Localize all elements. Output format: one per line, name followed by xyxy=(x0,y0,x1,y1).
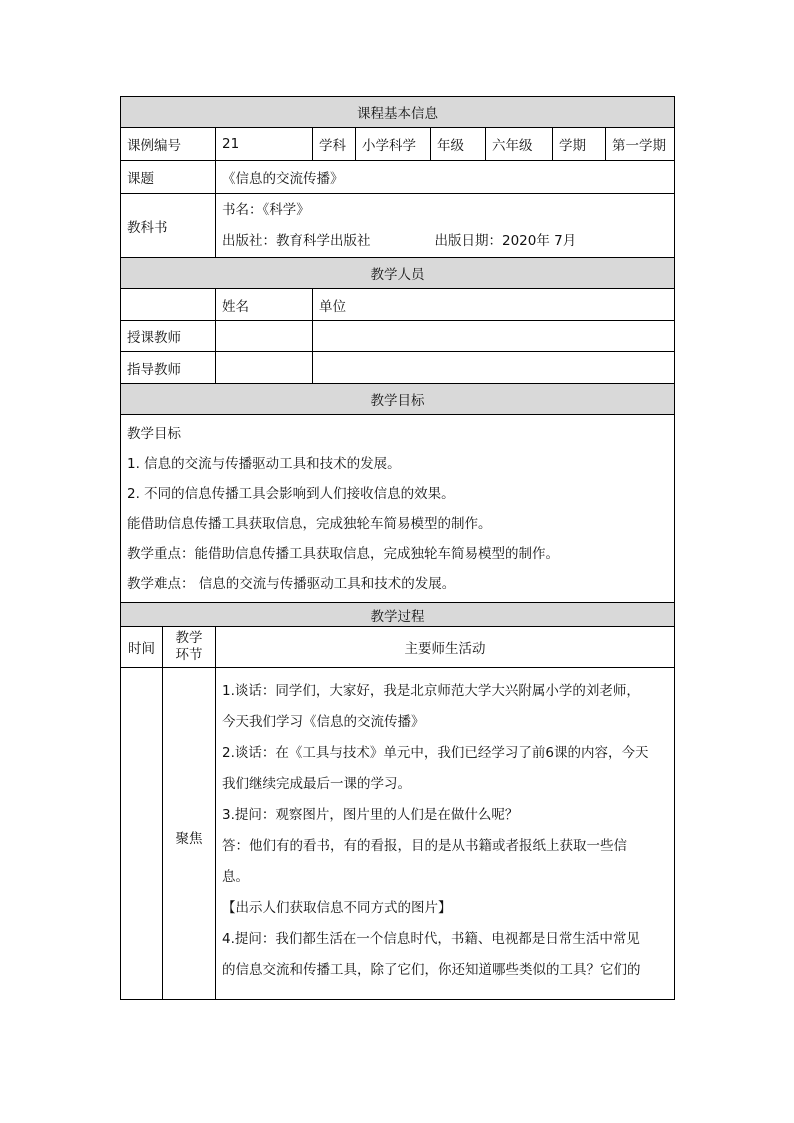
time-column-header: 时间 xyxy=(121,627,163,668)
term-label: 学期 xyxy=(553,128,606,161)
term-value: 第一学期 xyxy=(606,128,675,161)
activity-line: 1.谈话：同学们，大家好，我是北京师范大学大兴附属小学的刘老师， xyxy=(222,683,640,699)
stage-column-header xyxy=(163,627,216,668)
objectives-line: 教学重点：能借助信息传播工具获取信息，完成独轮车简易模型的制作。 xyxy=(127,545,559,562)
topic-value: 《信息的交流传播》 xyxy=(216,161,675,194)
mentor-unit-cell xyxy=(313,352,675,384)
publisher-line xyxy=(222,226,668,257)
process-header: 教学过程 xyxy=(121,603,675,627)
subject-label: 学科 xyxy=(313,128,356,161)
activity-line: 答：他们有的看书，有的看报，目的是从书籍或者报纸上获取一些信 xyxy=(222,838,627,854)
publisher: 出版社：教育科学出版社 xyxy=(222,232,371,249)
textbook-name: 书名：《科学》 xyxy=(222,201,310,218)
activity-content xyxy=(216,668,675,1000)
teacher-name-cell xyxy=(216,321,313,352)
teacher-label: 授课教师 xyxy=(121,321,216,352)
activity-column-header: 主要师生活动 xyxy=(216,627,675,668)
stage-header-line-1: 教学 xyxy=(175,630,203,646)
staff-header: 教学人员 xyxy=(121,258,675,289)
grade-label: 年级 xyxy=(431,128,486,161)
course-no-value: 21 xyxy=(216,128,313,161)
objectives-line: 能借助信息传播工具获取信息，完成独轮车简易模型的制作。 xyxy=(127,515,492,532)
course-no-label: 课例编号 xyxy=(121,128,216,161)
activity-line: 2.谈话：在《工具与技术》单元中，我们已经学习了前6课的内容，今天 xyxy=(222,745,649,761)
objectives-line: 1. 信息的交流与传播驱动工具和技术的发展。 xyxy=(127,455,401,472)
time-cell xyxy=(121,668,163,1000)
teacher-unit-cell xyxy=(313,321,675,352)
objectives-header: 教学目标 xyxy=(121,384,675,415)
topic-label: 课题 xyxy=(121,161,216,194)
objectives-line: 教学目标 xyxy=(127,425,181,442)
publication-date: 出版日期：2020年 7月 xyxy=(434,232,577,249)
activity-line: 【出示人们获取信息不同方式的图片】 xyxy=(222,900,452,916)
activity-line: 4.提问：我们都生活在一个信息时代，书籍、电视都是日常生活中常见 xyxy=(222,931,640,947)
objectives-line: 2. 不同的信息传播工具会影响到人们接收信息的效果。 xyxy=(127,485,455,502)
activity-line: 3.提问：观察图片，图片里的人们是在做什么呢？ xyxy=(222,807,519,823)
activity-line: 我们继续完成最后一课的学习。 xyxy=(222,776,411,792)
grade-value: 六年级 xyxy=(486,128,553,161)
mentor-name-cell xyxy=(216,352,313,384)
textbook-info xyxy=(216,194,675,258)
lesson-plan-table xyxy=(120,96,675,1000)
name-column-header: 姓名 xyxy=(216,289,313,321)
stage-name: 聚焦 xyxy=(163,668,216,1000)
unit-column-header: 单位 xyxy=(313,289,675,321)
basic-info-header: 课程基本信息 xyxy=(121,97,675,128)
mentor-label: 指导教师 xyxy=(121,352,216,384)
staff-blank-cell xyxy=(121,289,216,321)
activity-line: 息。 xyxy=(222,869,249,885)
textbook-label: 教科书 xyxy=(121,194,216,258)
objectives-line: 教学难点： 信息的交流与传播驱动工具和技术的发展。 xyxy=(127,575,456,592)
activity-line: 的信息交流和传播工具，除了它们，你还知道哪些类似的工具？它们的 xyxy=(222,962,641,978)
activity-line: 今天我们学习《信息的交流传播》 xyxy=(222,714,425,730)
stage-header-line-2: 环节 xyxy=(175,647,203,663)
objectives-content xyxy=(121,415,675,603)
subject-value: 小学科学 xyxy=(356,128,431,161)
